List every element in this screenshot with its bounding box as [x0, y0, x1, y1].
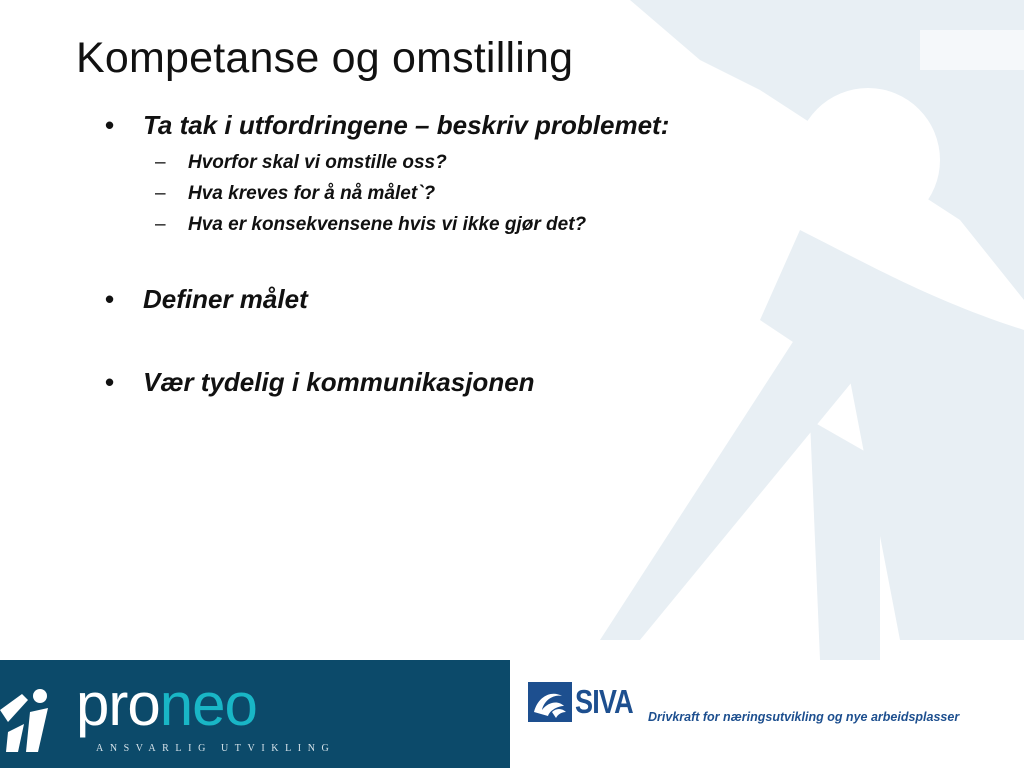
sub-bullet-text: Hva kreves for å nå målet`?: [188, 183, 436, 204]
bullet-dot: •: [105, 284, 115, 314]
proneo-tagline: ANSVARLIG UTVIKLING: [96, 743, 336, 754]
sub-bullet-dash: –: [155, 183, 166, 204]
siva-wave-logo-icon: [528, 682, 572, 722]
proneo-word-pro: pro: [76, 671, 160, 738]
siva-name: SIVA: [575, 683, 633, 720]
bullet-dot: •: [105, 110, 115, 140]
sub-bullet-text: Hva er konsekvensene hvis vi ikke gjør det?: [188, 214, 587, 235]
siva-footer-panel: [510, 660, 1024, 768]
bullet-text: Definer målet: [143, 284, 308, 314]
bullet-text: Vær tydelig i kommunikasjonen: [143, 367, 535, 397]
proneo-word-neo: neo: [159, 671, 257, 738]
siva-slogan: Drivkraft for næringsutvikling og nye arbeidsplasser: [648, 710, 960, 724]
sub-bullet-dash: –: [155, 214, 166, 235]
proneo-wordmark: [76, 670, 257, 740]
sub-bullet-text: Hvorfor skal vi omstille oss?: [188, 152, 447, 173]
bullet-text: Ta tak i utfordringene – beskriv problemet:: [143, 110, 670, 140]
proneo-footer-panel: [0, 660, 510, 768]
sub-bullet-dash: –: [155, 152, 166, 173]
bullet-dot: •: [105, 367, 115, 397]
proneo-person-logo-icon: [0, 688, 56, 752]
slide-title: Kompetanse og omstilling: [76, 34, 574, 82]
